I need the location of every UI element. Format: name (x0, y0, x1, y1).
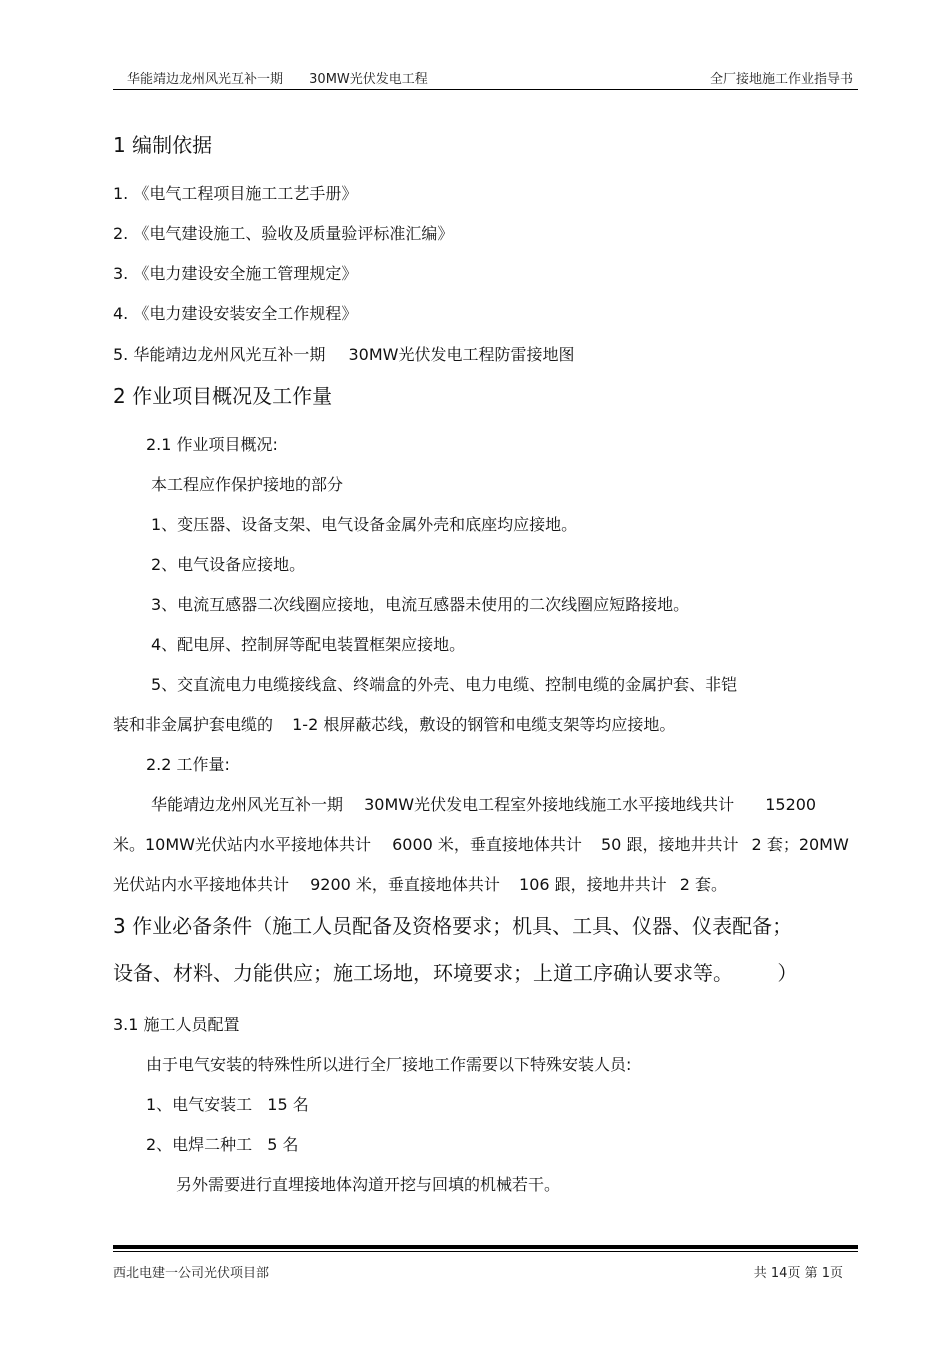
staff-item-1 (146, 1092, 309, 1115)
section2-1-heading: 2.1 作业项目概况: (146, 435, 278, 454)
section1-item-5-drawing: 30MW光伏发电工程防雷接地图 (348, 345, 575, 364)
workload-line-3 (113, 872, 727, 895)
workload-l3-c: 106 跟，接地井共计 (519, 875, 667, 894)
section2-1-item-5-line1: 5、交直流电力电缆接线盒、终端盒的外壳、电力电缆、控制电缆的金属护套、非铠 (151, 675, 738, 694)
section3-heading-line2 (113, 957, 797, 986)
section1-heading: 1 编制依据 (113, 133, 213, 157)
section3-1-heading: 3.1 施工人员配置 (113, 1015, 240, 1034)
staff-item-2-label: 2、电焊二种工 (146, 1135, 253, 1154)
workload-l1-c: 15200 (765, 795, 817, 814)
workload-l2-d: 2 套；20MW (751, 835, 849, 854)
footer-organization: 西北电建一公司光伏项目部 (113, 1266, 270, 1281)
workload-l2-a: 米。10MW光伏站内水平接地体共计 (113, 835, 371, 854)
section1-item-3: 3. 《电力建设安全施工管理规定》 (113, 264, 358, 283)
section1-item-1: 1. 《电气工程项目施工工艺手册》 (113, 184, 358, 203)
section3-1-intro: 由于电气安装的特殊性所以进行全厂接地工作需要以下特殊安装人员: (146, 1055, 632, 1074)
section2-1-item-3: 3、电流互感器二次线圈应接地，电流互感器未使用的二次线圈应短路接地。 (151, 595, 690, 614)
footer-divider-thin (113, 1251, 858, 1252)
section2-1-item-5-line2-end: 1-2 根屏蔽芯线，敷设的钢管和电缆支架等均应接地。 (292, 715, 676, 734)
workload-l2-c: 50 跟，接地井共计 (601, 835, 739, 854)
header-project (127, 68, 428, 87)
section2-1-item-5-line2-start: 装和非金属护套电缆的 (113, 715, 274, 734)
header-project-capacity: 30MW光伏发电工程 (309, 72, 428, 87)
section3-1-note: 另外需要进行直埋接地体沟道开挖与回填的机械若干。 (176, 1175, 561, 1194)
staff-item-1-label: 1、电气安装工 (146, 1095, 253, 1114)
section1-item-4: 4. 《电力建设安装安全工作规程》 (113, 304, 358, 323)
section2-1-item-4: 4、配电屏、控制屏等配电装置框架应接地。 (151, 635, 466, 654)
workload-l1-b: 30MW光伏发电工程室外接地线施工水平接地线共计 (364, 795, 735, 814)
section3-heading-closing-paren: ） (777, 961, 798, 985)
section2-1-item-5-line2 (113, 712, 675, 735)
section1-item-5 (113, 342, 574, 365)
workload-l3-b: 9200 米，垂直接地体共计 (310, 875, 500, 894)
workload-l1-a: 华能靖边龙州风光互补一期 (151, 795, 344, 814)
staff-item-2-count: 5 名 (267, 1135, 299, 1154)
section2-2-heading: 2.2 工作量: (146, 755, 230, 774)
header-doc-title: 全厂接地施工作业指导书 (709, 72, 853, 87)
footer-page-count: 共 14页 第 1页 (753, 1266, 843, 1281)
workload-l2-b: 6000 米，垂直接地体共计 (392, 835, 582, 854)
section2-heading: 2 作业项目概况及工作量 (113, 384, 333, 408)
section1-item-2: 2. 《电气建设施工、验收及质量验评标准汇编》 (113, 224, 454, 243)
section3-heading-line1: 3 作业必备条件（施工人员配备及资格要求；机具、工具、仪器、仪表配备； (113, 914, 793, 938)
workload-l3-a: 光伏站内水平接地体共计 (113, 875, 290, 894)
footer-divider-thick (113, 1245, 858, 1249)
workload-line-1 (151, 792, 816, 815)
section2-1-item-2: 2、电气设备应接地。 (151, 555, 306, 574)
workload-l3-d: 2 套。 (679, 875, 728, 894)
staff-item-2 (146, 1132, 299, 1155)
section2-1-intro: 本工程应作保护接地的部分 (151, 475, 344, 494)
section2-1-item-1: 1、变压器、设备支架、电气设备金属外壳和底座均应接地。 (151, 515, 578, 534)
header-divider (113, 89, 858, 90)
section3-heading-line2-text: 设备、材料、力能供应；施工场地，环境要求；上道工序确认要求等。 (113, 961, 733, 985)
workload-line-2 (113, 832, 849, 855)
staff-item-1-count: 15 名 (267, 1095, 309, 1114)
header-project-name: 华能靖边龙州风光互补一期 (127, 72, 284, 87)
section1-item-5-project: 5. 华能靖边龙州风光互补一期 (113, 345, 326, 364)
